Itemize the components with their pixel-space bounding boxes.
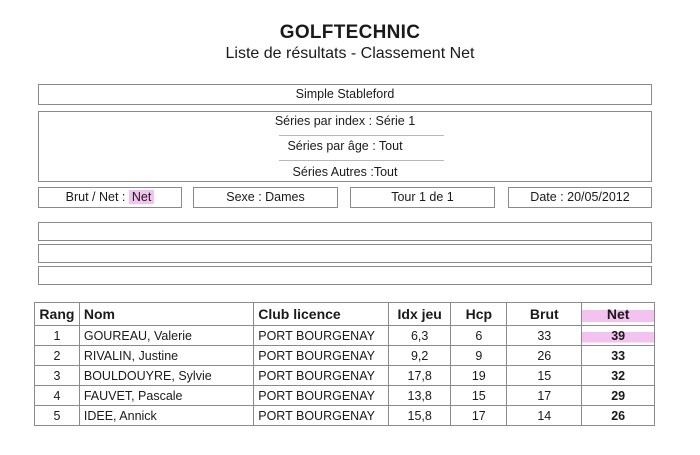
cell-hcp: 15: [451, 386, 507, 406]
cell-hcp: 9: [451, 346, 507, 366]
document-title: GOLFTECHNIC: [279, 22, 421, 43]
header-idx: Idx jeu: [388, 303, 450, 326]
sexe-label: Sexe : Dames: [226, 190, 305, 204]
table-row: [35, 346, 655, 366]
cell-rang: 2: [35, 346, 80, 366]
cell-hcp: 6: [451, 326, 507, 346]
series-box: [38, 111, 652, 182]
series-divider: [279, 160, 444, 161]
tour-box: [350, 187, 495, 208]
cell-brut: 26: [507, 346, 582, 366]
cell-club: PORT BOURGENAY: [254, 366, 389, 386]
sexe-box: [193, 187, 338, 208]
empty-field: [38, 222, 652, 241]
series-autres: Séries Autres :Tout: [292, 165, 398, 179]
cell-brut: 33: [507, 326, 582, 346]
cell-brut: 17: [507, 386, 582, 406]
cell-idx: 6,3: [388, 326, 450, 346]
header-nom: Nom: [79, 303, 253, 326]
cell-brut: 14: [507, 406, 582, 426]
cell-hcp: 19: [451, 366, 507, 386]
cell-club: PORT BOURGENAY: [254, 406, 389, 426]
cell-hcp: 17: [451, 406, 507, 426]
date-label: Date : 20/05/2012: [530, 190, 630, 204]
cell-club: PORT BOURGENAY: [254, 346, 389, 366]
cell-nom: BOULDOUYRE, Sylvie: [79, 366, 253, 386]
tour-label: Tour 1 de 1: [391, 190, 454, 204]
cell-rang: 5: [35, 406, 80, 426]
header-hcp: Hcp: [451, 303, 507, 326]
cell-rang: 3: [35, 366, 80, 386]
empty-field: [38, 244, 652, 263]
table-row: [35, 326, 655, 346]
cell-net: 39: [582, 326, 655, 346]
series-age: Séries par âge : Tout: [287, 139, 403, 153]
cell-rang: 4: [35, 386, 80, 406]
series-index: Séries par index : Série 1: [274, 114, 416, 128]
cell-idx: 17,8: [388, 366, 450, 386]
cell-net: 29: [582, 386, 655, 406]
header-rang: Rang: [35, 303, 80, 326]
document-subtitle: Liste de résultats - Classement Net: [225, 45, 475, 62]
cell-nom: IDEE, Annick: [79, 406, 253, 426]
date-box: [508, 187, 652, 208]
cell-idx: 9,2: [388, 346, 450, 366]
empty-field: [38, 266, 652, 285]
cell-net: 32: [582, 366, 655, 386]
cell-nom: GOUREAU, Valerie: [79, 326, 253, 346]
formule-label: Simple Stableford: [295, 87, 395, 101]
cell-nom: RIVALIN, Justine: [79, 346, 253, 366]
cell-club: PORT BOURGENAY: [254, 326, 389, 346]
series-divider: [279, 135, 444, 136]
header-brut: Brut: [507, 303, 582, 326]
cell-nom: FAUVET, Pascale: [79, 386, 253, 406]
results-table: [34, 302, 655, 426]
cell-net: 26: [582, 406, 655, 426]
brut-net-value: Net: [129, 190, 154, 204]
brut-net-box: [38, 187, 182, 208]
cell-net: 33: [582, 346, 655, 366]
cell-club: PORT BOURGENAY: [254, 386, 389, 406]
table-row: [35, 366, 655, 386]
header-club: Club licence: [254, 303, 389, 326]
table-header-row: [35, 303, 655, 326]
brut-net-label: Brut / Net :: [65, 190, 129, 204]
formule-box: [38, 84, 652, 105]
header-net: Net: [582, 303, 655, 326]
cell-brut: 15: [507, 366, 582, 386]
cell-idx: 15,8: [388, 406, 450, 426]
cell-rang: 1: [35, 326, 80, 346]
table-row: [35, 386, 655, 406]
cell-idx: 13,8: [388, 386, 450, 406]
table-row: [35, 406, 655, 426]
